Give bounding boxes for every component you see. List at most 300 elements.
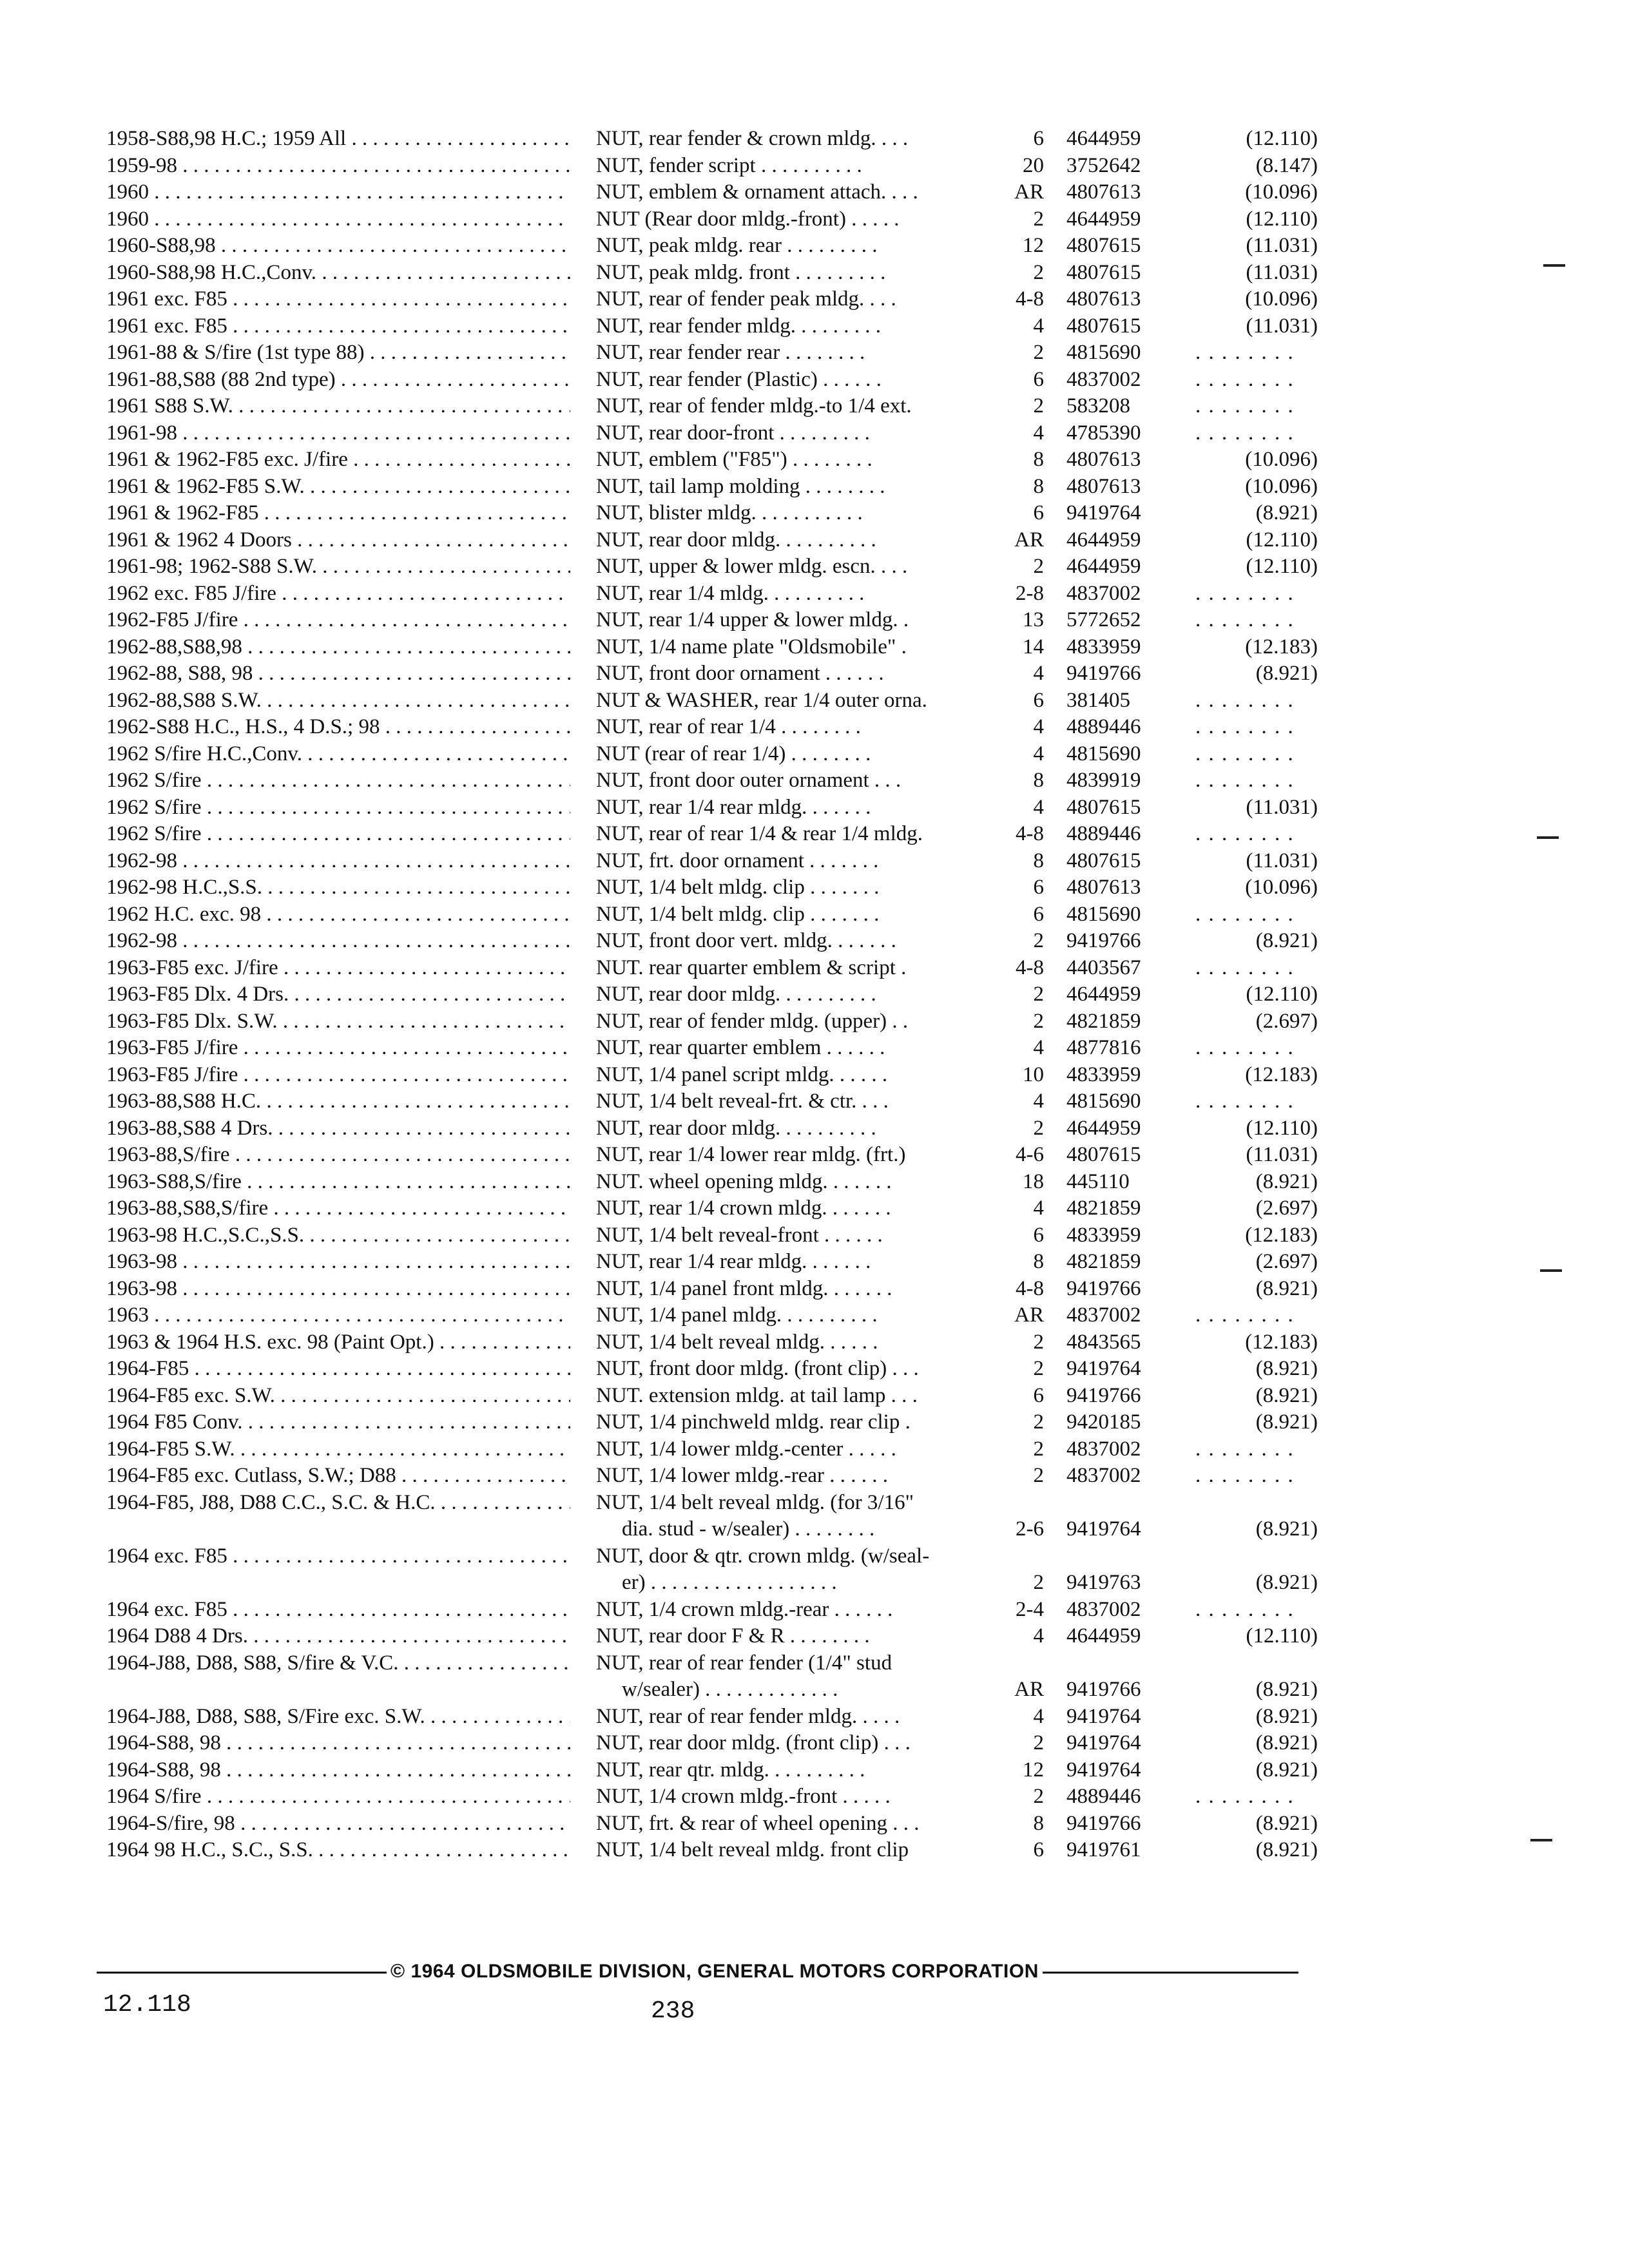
table-row xyxy=(106,340,1331,367)
footer-copyright: © 1964 OLDSMOBILE DIVISION, GENERAL MOTORS CORPORATION xyxy=(387,1961,1043,1983)
table-row xyxy=(106,1142,1331,1169)
model-cell: 1962-98 H.C.,S.S. . . . xyxy=(106,874,570,901)
part-number-cell: 4889446 xyxy=(1066,715,1141,738)
quantity-cell: 4-8 xyxy=(1016,1276,1044,1300)
quantity-cell: 2 xyxy=(1033,1116,1044,1140)
part-number-cell: 4815690 xyxy=(1066,341,1141,364)
reference-cell: (8.921) xyxy=(1255,1704,1318,1728)
model-cell: 1962-98 . . . xyxy=(106,928,570,955)
reference-cell: . . . . . . . . xyxy=(1195,367,1295,391)
reference-cell: . . . . . . . . xyxy=(1195,1597,1295,1621)
description-cell: NUT, rear door F & R . . . . . . . . xyxy=(596,1624,870,1648)
table-row xyxy=(106,1383,1331,1410)
description-continuation: dia. stud - w/sealer) . . . . . . . . xyxy=(622,1517,875,1541)
part-number-cell: 9419761 xyxy=(1066,1838,1141,1861)
part-number-cell: 9419766 xyxy=(1066,1383,1141,1407)
part-number-cell: 4807615 xyxy=(1066,1143,1141,1166)
description-cell: NUT, rear 1/4 crown mldg. . . . . . . xyxy=(596,1196,891,1220)
model-cell: 1962 H.C. exc. 98 . . . xyxy=(106,901,570,928)
reference-cell: . . . . . . . . xyxy=(1195,715,1295,738)
part-number-cell: 4807613 xyxy=(1066,876,1141,899)
reference-cell: (8.921) xyxy=(1255,1811,1318,1835)
table-row xyxy=(106,153,1331,180)
part-number-cell: 5772652 xyxy=(1066,608,1141,631)
reference-cell: (12.110) xyxy=(1246,528,1318,552)
reference-cell: (8.921) xyxy=(1255,1838,1318,1861)
model-cell: 1962 S/fire . . . xyxy=(106,767,570,794)
model-cell: 1963-88,S88 4 Drs. . . . xyxy=(106,1115,570,1142)
description-cell: NUT, front door outer ornament . . . xyxy=(596,769,901,792)
model-cell: 1964-F85 exc. Cutlass, S.W.; D88 . . . xyxy=(106,1463,570,1490)
quantity-cell: 6 xyxy=(1033,876,1044,899)
reference-cell: (12.183) xyxy=(1245,1062,1318,1086)
part-number-cell: 9419764 xyxy=(1066,501,1141,524)
quantity-cell: 2-8 xyxy=(1016,581,1044,605)
reference-cell: (8.921) xyxy=(1255,662,1318,685)
description-cell: NUT, door & qtr. crown mldg. (w/seal- xyxy=(596,1544,930,1568)
quantity-cell: 8 xyxy=(1033,849,1044,872)
description-continuation: er) . . . . . . . . . . . . . . . . . . xyxy=(622,1571,837,1594)
description-cell: NUT, rear of rear fender mldg. . . . . xyxy=(596,1704,900,1728)
model-cell: 1964 F85 Conv. . . . xyxy=(106,1409,570,1436)
table-row xyxy=(106,1757,1331,1784)
description-cell: NUT, 1/4 lower mldg.-center . . . . . xyxy=(596,1437,896,1461)
table-row xyxy=(106,607,1331,634)
part-number-cell: 4644959 xyxy=(1066,1624,1141,1648)
model-cell: 1964 98 H.C., S.C., S.S. . . . xyxy=(106,1837,570,1864)
part-number-cell: 4807615 xyxy=(1066,795,1141,819)
quantity-cell: 6 xyxy=(1033,1383,1044,1407)
description-cell: NUT, rear door mldg. . . . . . . . . . xyxy=(596,983,876,1006)
model-cell: 1961 exc. F85 . . . xyxy=(106,313,570,340)
part-number-cell: 4839919 xyxy=(1066,769,1141,792)
quantity-cell: 8 xyxy=(1033,448,1044,471)
reference-cell: . . . . . . . . xyxy=(1195,822,1295,845)
reference-cell: (11.031) xyxy=(1246,260,1318,284)
reference-cell: (8.921) xyxy=(1255,1517,1318,1541)
table-row xyxy=(106,206,1331,233)
reference-cell: (10.096) xyxy=(1245,180,1318,204)
reference-cell: (8.921) xyxy=(1255,1357,1318,1380)
reference-cell: (11.031) xyxy=(1246,1143,1318,1166)
part-number-cell: 9419764 xyxy=(1066,1731,1141,1754)
reference-cell: (10.096) xyxy=(1245,876,1318,899)
description-cell: NUT (rear of rear 1/4) . . . . . . . . xyxy=(596,742,871,765)
table-row xyxy=(106,687,1331,715)
reference-cell: . . . . . . . . xyxy=(1195,688,1295,712)
quantity-cell: 2 xyxy=(1033,394,1044,418)
part-number-cell: 3752642 xyxy=(1066,153,1141,177)
reference-cell: (2.697) xyxy=(1255,1196,1318,1220)
reference-cell: (8.147) xyxy=(1255,153,1318,177)
description-cell: NUT, front door ornament . . . . . . xyxy=(596,662,884,685)
model-cell: 1962-88,S88 S.W. . . . xyxy=(106,687,570,715)
table-row xyxy=(106,260,1331,287)
model-cell: 1963-88,S/fire . . . xyxy=(106,1142,570,1169)
model-cell: 1961 & 1962-F85 S.W. . . . xyxy=(106,474,570,501)
quantity-cell: 4 xyxy=(1033,421,1044,445)
reference-cell: . . . . . . . . xyxy=(1195,1036,1295,1059)
quantity-cell: 2 xyxy=(1033,983,1044,1006)
part-number-cell: 4644959 xyxy=(1066,555,1141,578)
description-cell: NUT, rear 1/4 upper & lower mldg. . xyxy=(596,608,909,631)
reference-cell: (2.697) xyxy=(1255,1250,1318,1273)
part-number-cell: 4815690 xyxy=(1066,742,1141,765)
quantity-cell: 4 xyxy=(1033,1624,1044,1648)
description-cell: NUT, rear door mldg. . . . . . . . . . xyxy=(596,528,876,552)
description-cell: NUT, rear door mldg. (front clip) . . . xyxy=(596,1731,911,1754)
part-number-cell: 4843565 xyxy=(1066,1330,1141,1354)
description-cell: NUT, rear door mldg. . . . . . . . . . xyxy=(596,1116,876,1140)
reference-cell: (8.921) xyxy=(1255,501,1318,524)
part-number-cell: 4833959 xyxy=(1066,1062,1141,1086)
quantity-cell: 12 xyxy=(1023,234,1044,257)
part-number-cell: 9419766 xyxy=(1066,1811,1141,1835)
description-cell: NUT, 1/4 pinchweld mldg. rear clip . xyxy=(596,1410,911,1434)
description-cell: NUT (Rear door mldg.-front) . . . . . xyxy=(596,207,900,231)
quantity-cell: 2 xyxy=(1033,260,1044,284)
quantity-cell: AR xyxy=(1014,1678,1044,1701)
description-cell: NUT, front door vert. mldg. . . . . . . xyxy=(596,929,896,952)
table-row xyxy=(106,1543,1331,1597)
description-cell: NUT, rear of fender mldg.-to 1/4 ext. xyxy=(596,394,912,418)
quantity-cell: 4 xyxy=(1033,1036,1044,1059)
model-cell: 1964-J88, D88, S88, S/fire & V.C. . . . xyxy=(106,1650,570,1677)
page-number: 238 xyxy=(651,1997,695,2025)
table-row xyxy=(106,500,1331,527)
model-cell: 1961-88,S88 (88 2nd type) . . . xyxy=(106,367,570,394)
reference-cell: . . . . . . . . xyxy=(1195,1437,1295,1461)
description-cell: NUT, rear fender (Plastic) . . . . . . xyxy=(596,367,882,391)
table-row xyxy=(106,1356,1331,1383)
section-number: 12.118 xyxy=(103,1991,191,2019)
footer-rule-left xyxy=(97,1972,393,1974)
reference-cell: (12.110) xyxy=(1246,207,1318,231)
description-cell: NUT & WASHER, rear 1/4 outer orna. xyxy=(596,688,927,712)
description-cell: NUT, peak mldg. front . . . . . . . . . xyxy=(596,260,886,284)
table-row xyxy=(106,233,1331,260)
quantity-cell: 13 xyxy=(1023,608,1044,631)
table-row xyxy=(106,1730,1331,1757)
table-row xyxy=(106,1249,1331,1276)
description-cell: NUT, frt. door ornament . . . . . . . xyxy=(596,849,879,872)
quantity-cell: 2 xyxy=(1033,555,1044,578)
model-cell: 1960-S88,98 . . . xyxy=(106,233,570,260)
table-row xyxy=(106,1169,1331,1196)
table-row xyxy=(106,420,1331,447)
part-number-cell: 445110 xyxy=(1066,1169,1130,1193)
table-row xyxy=(106,874,1331,901)
quantity-cell: 4 xyxy=(1033,795,1044,819)
model-cell: 1962-98 . . . xyxy=(106,848,570,875)
quantity-cell: 4 xyxy=(1033,1704,1044,1728)
reference-cell: . . . . . . . . xyxy=(1195,1785,1295,1808)
table-row xyxy=(106,393,1331,420)
part-number-cell: 4837002 xyxy=(1066,1303,1141,1327)
model-cell: 1964 S/fire . . . xyxy=(106,1783,570,1811)
model-cell: 1964-S88, 98 . . . xyxy=(106,1757,570,1784)
description-cell: NUT, rear of rear fender (1/4" stud xyxy=(596,1651,892,1675)
part-number-cell: 4644959 xyxy=(1066,127,1141,150)
table-row xyxy=(106,286,1331,313)
part-number-cell: 4807615 xyxy=(1066,314,1141,338)
table-row xyxy=(106,1783,1331,1811)
table-row xyxy=(106,1463,1331,1490)
description-cell: NUT, rear of fender mldg. (upper) . . xyxy=(596,1009,909,1033)
quantity-cell: 4 xyxy=(1033,314,1044,338)
table-row xyxy=(106,447,1331,474)
part-number-cell: 4807613 xyxy=(1066,180,1141,204)
description-cell: NUT, 1/4 belt reveal mldg. (for 3/16" xyxy=(596,1490,914,1514)
table-row xyxy=(106,1222,1331,1249)
quantity-cell: 8 xyxy=(1033,1811,1044,1835)
table-row xyxy=(106,1329,1331,1356)
part-number-cell: 4821859 xyxy=(1066,1196,1141,1220)
description-cell: NUT, front door mldg. (front clip) . . . xyxy=(596,1357,919,1380)
part-number-cell: 4889446 xyxy=(1066,1785,1141,1808)
reference-cell: (8.921) xyxy=(1255,1731,1318,1754)
part-number-cell: 4889446 xyxy=(1066,822,1141,845)
model-cell: 1961 & 1962 4 Doors . . . xyxy=(106,527,570,554)
part-number-cell: 4837002 xyxy=(1066,367,1141,391)
part-number-cell: 9419763 xyxy=(1066,1571,1141,1594)
reference-cell: (10.096) xyxy=(1245,474,1318,498)
reference-cell: . . . . . . . . xyxy=(1195,769,1295,792)
table-row xyxy=(106,901,1331,928)
table-row xyxy=(106,367,1331,394)
quantity-cell: 6 xyxy=(1033,1223,1044,1247)
model-cell: 1964-J88, D88, S88, S/Fire exc. S.W. . . . xyxy=(106,1704,570,1731)
model-cell: 1963-98 . . . xyxy=(106,1276,570,1303)
model-cell: 1961 S88 S.W. . . . xyxy=(106,393,570,420)
table-row xyxy=(106,981,1331,1008)
part-number-cell: 4837002 xyxy=(1066,581,1141,605)
reference-cell: (12.110) xyxy=(1246,1624,1318,1648)
description-cell: NUT, rear door-front . . . . . . . . . xyxy=(596,421,870,445)
quantity-cell: 4 xyxy=(1033,715,1044,738)
reference-cell: (12.110) xyxy=(1246,983,1318,1006)
description-cell: NUT, 1/4 belt reveal-front . . . . . . xyxy=(596,1223,883,1247)
description-cell: NUT, rear 1/4 lower rear mldg. (frt.) xyxy=(596,1143,906,1166)
quantity-cell: 2 xyxy=(1033,1571,1044,1594)
part-number-cell: 9419766 xyxy=(1066,1276,1141,1300)
model-cell: 1961 & 1962-F85 exc. J/fire . . . xyxy=(106,447,570,474)
model-cell: 1964 D88 4 Drs. . . . xyxy=(106,1623,570,1650)
reference-cell: (11.031) xyxy=(1246,795,1318,819)
part-number-cell: 9419766 xyxy=(1066,662,1141,685)
quantity-cell: 12 xyxy=(1023,1758,1044,1782)
quantity-cell: 4 xyxy=(1033,662,1044,685)
table-row xyxy=(106,1409,1331,1436)
reference-cell: (12.110) xyxy=(1246,555,1318,578)
reference-cell: . . . . . . . . xyxy=(1195,608,1295,631)
table-row xyxy=(106,660,1331,687)
model-cell: 1962-88, S88, 98 . . . xyxy=(106,660,570,687)
description-cell: NUT, 1/4 panel mldg. . . . . . . . . . xyxy=(596,1303,878,1327)
reference-cell: (8.921) xyxy=(1255,1410,1318,1434)
reference-cell: (11.031) xyxy=(1246,849,1318,872)
reference-cell: (12.183) xyxy=(1245,1223,1318,1247)
model-cell: 1962 S/fire . . . xyxy=(106,821,570,848)
model-cell: 1964-F85 . . . xyxy=(106,1356,570,1383)
quantity-cell: AR xyxy=(1014,180,1044,204)
quantity-cell: 18 xyxy=(1023,1169,1044,1193)
table-row xyxy=(106,1008,1331,1035)
reference-cell: (12.183) xyxy=(1245,1330,1318,1354)
model-cell: 1962 S/fire H.C.,Conv. . . . xyxy=(106,741,570,768)
model-cell: 1960 . . . xyxy=(106,206,570,233)
part-number-cell: 4644959 xyxy=(1066,983,1141,1006)
quantity-cell: 2-6 xyxy=(1016,1517,1044,1541)
description-cell: NUT. wheel opening mldg. . . . . . . xyxy=(596,1169,892,1193)
reference-cell: . . . . . . . . xyxy=(1195,1464,1295,1487)
reference-cell: (8.921) xyxy=(1255,1571,1318,1594)
description-cell: NUT. rear quarter emblem & script . xyxy=(596,956,907,979)
table-row xyxy=(106,1436,1331,1463)
model-cell: 1963-88,S88 H.C. . . . xyxy=(106,1088,570,1115)
reference-cell: (10.096) xyxy=(1245,448,1318,471)
table-row xyxy=(106,1811,1331,1838)
table-row xyxy=(106,179,1331,206)
reference-cell: (8.921) xyxy=(1255,929,1318,952)
reference-cell: . . . . . . . . xyxy=(1195,956,1295,979)
description-cell: NUT, rear 1/4 mldg. . . . . . . . . . xyxy=(596,581,865,605)
quantity-cell: 2 xyxy=(1033,929,1044,952)
quantity-cell: AR xyxy=(1014,528,1044,552)
table-row xyxy=(106,313,1331,340)
table-row xyxy=(106,1302,1331,1329)
description-continuation: w/sealer) . . . . . . . . . . . . . xyxy=(622,1678,838,1701)
margin-mark xyxy=(1537,836,1559,839)
table-row xyxy=(106,1195,1331,1222)
part-number-cell: 9419766 xyxy=(1066,1678,1141,1701)
quantity-cell: 8 xyxy=(1033,474,1044,498)
description-cell: NUT, rear 1/4 rear mldg. . . . . . . xyxy=(596,795,871,819)
description-cell: NUT, 1/4 belt reveal mldg. front clip xyxy=(596,1838,909,1861)
table-row xyxy=(106,1623,1331,1650)
part-number-cell: 4807613 xyxy=(1066,474,1141,498)
model-cell: 1959-98 . . . xyxy=(106,153,570,180)
reference-cell: (8.921) xyxy=(1255,1383,1318,1407)
margin-mark xyxy=(1543,264,1565,267)
part-number-cell: 4821859 xyxy=(1066,1250,1141,1273)
reference-cell: . . . . . . . . xyxy=(1195,742,1295,765)
reference-cell: . . . . . . . . xyxy=(1195,581,1295,605)
quantity-cell: AR xyxy=(1014,1303,1044,1327)
reference-cell: (2.697) xyxy=(1255,1009,1318,1033)
table-row xyxy=(106,474,1331,501)
model-cell: 1958-S88,98 H.C.; 1959 All . . . xyxy=(106,126,570,153)
part-number-cell: 381405 xyxy=(1066,688,1130,712)
model-cell: 1964-S/fire, 98 . . . xyxy=(106,1811,570,1838)
part-number-cell: 9419764 xyxy=(1066,1758,1141,1782)
description-cell: NUT, rear of fender peak mldg. . . . xyxy=(596,287,896,311)
quantity-cell: 4-8 xyxy=(1016,287,1044,311)
model-cell: 1962 exc. F85 J/fire . . . xyxy=(106,581,570,608)
quantity-cell: 2 xyxy=(1033,1330,1044,1354)
model-cell: 1964-F85 S.W. . . . xyxy=(106,1436,570,1463)
part-number-cell: 4644959 xyxy=(1066,528,1141,552)
model-cell: 1961-88 & S/fire (1st type 88) . . . xyxy=(106,340,570,367)
description-cell: NUT, 1/4 lower mldg.-rear . . . . . . xyxy=(596,1464,889,1487)
reference-cell: (11.031) xyxy=(1246,314,1318,338)
quantity-cell: 2 xyxy=(1033,1464,1044,1487)
quantity-cell: 2 xyxy=(1033,207,1044,231)
description-cell: NUT, frt. & rear of wheel opening . . . xyxy=(596,1811,920,1835)
table-row xyxy=(106,1276,1331,1303)
part-number-cell: 4807613 xyxy=(1066,287,1141,311)
quantity-cell: 2-4 xyxy=(1016,1597,1044,1621)
model-cell: 1961 & 1962-F85 . . . xyxy=(106,500,570,527)
table-row xyxy=(106,1837,1331,1864)
quantity-cell: 6 xyxy=(1033,688,1044,712)
reference-cell: . . . . . . . . xyxy=(1195,1090,1295,1113)
quantity-cell: 4 xyxy=(1033,1090,1044,1113)
quantity-cell: 2 xyxy=(1033,1009,1044,1033)
model-cell: 1963-98 H.C.,S.C.,S.S. . . . xyxy=(106,1222,570,1249)
quantity-cell: 4-8 xyxy=(1016,956,1044,979)
quantity-cell: 2 xyxy=(1033,1410,1044,1434)
description-cell: NUT, 1/4 panel front mldg. . . . . . . xyxy=(596,1276,892,1300)
description-cell: NUT, rear 1/4 rear mldg. . . . . . . xyxy=(596,1250,871,1273)
part-number-cell: 4837002 xyxy=(1066,1437,1141,1461)
table-row xyxy=(106,741,1331,768)
model-cell: 1963 . . . xyxy=(106,1302,570,1329)
quantity-cell: 10 xyxy=(1023,1062,1044,1086)
part-number-cell: 4644959 xyxy=(1066,207,1141,231)
quantity-cell: 2 xyxy=(1033,1357,1044,1380)
table-row xyxy=(106,1704,1331,1731)
reference-cell: . . . . . . . . xyxy=(1195,421,1295,445)
table-row xyxy=(106,581,1331,608)
part-number-cell: 9419766 xyxy=(1066,929,1141,952)
table-row xyxy=(106,1062,1331,1089)
table-row xyxy=(106,821,1331,848)
table-row xyxy=(106,955,1331,982)
margin-mark xyxy=(1530,1839,1552,1841)
quantity-cell: 6 xyxy=(1033,1838,1044,1861)
model-cell: 1963-F85 Dlx. S.W. . . . xyxy=(106,1008,570,1035)
part-number-cell: 4403567 xyxy=(1066,956,1141,979)
model-cell: 1964-F85, J88, D88 C.C., S.C. & H.C. . . . xyxy=(106,1490,570,1517)
model-cell: 1962 S/fire . . . xyxy=(106,794,570,822)
table-row xyxy=(106,634,1331,661)
part-number-cell: 4815690 xyxy=(1066,1090,1141,1113)
description-cell: NUT, 1/4 belt reveal-frt. & ctr. . . . xyxy=(596,1090,889,1113)
description-cell: NUT, rear quarter emblem . . . . . . xyxy=(596,1036,885,1059)
quantity-cell: 4-8 xyxy=(1016,822,1044,845)
part-number-cell: 9420185 xyxy=(1066,1410,1141,1434)
table-row xyxy=(106,714,1331,741)
description-cell: NUT, peak mldg. rear . . . . . . . . . xyxy=(596,234,878,257)
quantity-cell: 6 xyxy=(1033,902,1044,926)
reference-cell: . . . . . . . . xyxy=(1195,394,1295,418)
margin-mark xyxy=(1540,1269,1562,1272)
part-number-cell: 9419764 xyxy=(1066,1517,1141,1541)
part-number-cell: 4837002 xyxy=(1066,1597,1141,1621)
description-cell: NUT, 1/4 name plate "Oldsmobile" . xyxy=(596,635,907,658)
model-cell: 1964 exc. F85 . . . xyxy=(106,1597,570,1624)
description-cell: NUT, rear fender rear . . . . . . . . xyxy=(596,341,865,364)
model-cell: 1961-98 . . . xyxy=(106,420,570,447)
quantity-cell: 6 xyxy=(1033,367,1044,391)
model-cell: 1961-98; 1962-S88 S.W. . . . xyxy=(106,553,570,581)
table-row xyxy=(106,553,1331,581)
reference-cell: (12.110) xyxy=(1246,127,1318,150)
part-number-cell: 4837002 xyxy=(1066,1464,1141,1487)
reference-cell: (8.921) xyxy=(1255,1276,1318,1300)
model-cell: 1963-S88,S/fire . . . xyxy=(106,1169,570,1196)
